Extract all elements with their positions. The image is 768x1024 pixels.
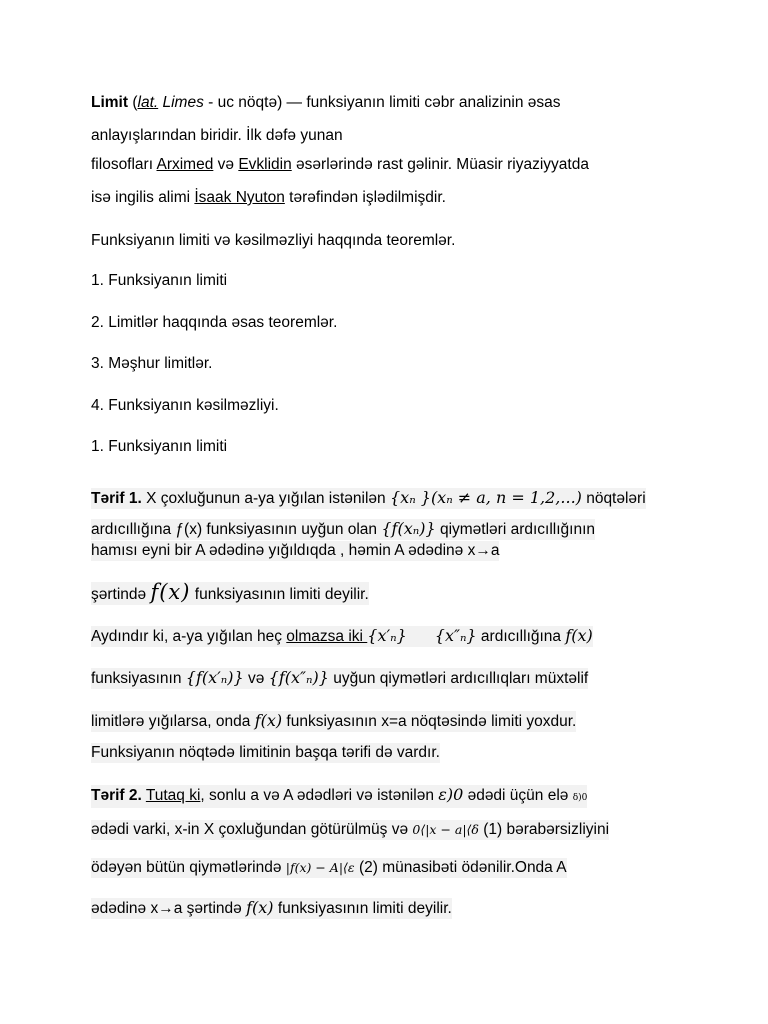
list-item: 2. Limitlər haqqında əsas teoremlər. <box>91 314 338 331</box>
definition-1-line-3: hamısı eyni bir A ədədinə yığıldıqda , həmin A ədədinə x→a <box>91 542 500 559</box>
text: nöqtələri <box>581 490 646 507</box>
text: qiymətləri ardıcıllığının <box>435 521 596 538</box>
definition-2-line-1 <box>91 785 587 808</box>
formula-f-x-prime: {f(x′ₙ)} <box>185 668 244 687</box>
formula-x-prime: {x′ₙ} <box>367 626 407 645</box>
arximed-link[interactable]: Arximed <box>156 156 214 173</box>
definition-2-line-2 <box>91 820 609 840</box>
text: funksiyasının <box>91 670 186 687</box>
text: uyğun qiymətləri ardıcıllıqları müxtəlif <box>328 670 589 687</box>
text: funksiyasının limiti deyilir. <box>273 900 452 917</box>
text: isə ingilis alimi <box>91 189 195 206</box>
nyuton-link[interactable]: İsaak Nyuton <box>194 189 285 206</box>
definition-2-line-4 <box>91 898 452 919</box>
formula-f-of-xn: {f(xₙ)} <box>381 519 436 538</box>
list-item: 1. Funksiyanın limiti <box>91 272 228 289</box>
text: əsərlərində rast gəlinir. Müasir riyaziyyatda <box>291 156 589 173</box>
text: funksiyasının x=a nöqtəsində limiti yoxdur. <box>282 713 577 730</box>
text: ədədi varki, x-in X çoxluğundan götürülmüş və <box>91 821 413 838</box>
text: ədədi üçün elə <box>463 787 573 804</box>
list-item: 3. Məşhur limitlər. <box>91 355 213 372</box>
text: (1) bərabərsizliyini <box>478 821 610 838</box>
text: ödəyən bütün qiymətlərində <box>91 859 286 876</box>
text: və <box>213 156 239 173</box>
text: ardıcıllığına <box>476 628 566 645</box>
tutaq-ki-link[interactable]: Tutaq ki <box>145 787 201 804</box>
formula-fx: f(x) <box>565 626 593 645</box>
text: Aydındır ki, a-ya yığılan heç <box>91 628 287 645</box>
text: (2) münasibəti ödənilir.Onda A <box>354 859 567 876</box>
aydin-line-1 <box>91 626 593 647</box>
definition-1-label: Tərif 1. <box>91 490 142 507</box>
theorems-heading: Funksiyanın limiti və kəsilməzliyi haqqında teoremlər. <box>91 232 456 249</box>
text: və <box>243 670 269 687</box>
definition-2-label: Tərif 2. <box>91 787 142 804</box>
lat-link[interactable]: lat. <box>137 94 159 111</box>
formula-fx: f(x) <box>246 898 274 917</box>
text: X çoxluğunun a-ya yığılan istənilən <box>141 490 390 507</box>
formula-delta: δ)0 <box>572 793 588 803</box>
limes-term: Limes <box>158 94 204 111</box>
definition-2-line-3 <box>91 858 567 878</box>
text: , sonlu a və A ədədləri və istənilən <box>200 787 439 804</box>
intro-line-1 <box>91 93 561 113</box>
text: filosofları <box>91 156 157 173</box>
definition-1-line-1 <box>91 488 646 509</box>
formula-inequality-2: |f(x) − A|⟨ε <box>285 860 355 875</box>
text: limitlərə yığılarsa, onda <box>91 713 255 730</box>
aydin-line-3 <box>91 711 576 732</box>
limit-term: Limit <box>91 94 129 111</box>
formula-f-x-double-prime: {f(x″ₙ)} <box>268 668 329 687</box>
intro-line-4 <box>91 188 446 208</box>
intro-line-3 <box>91 155 589 175</box>
text: ardıcıllığına ƒ(x) funksiyasının uyğun olan <box>91 521 382 538</box>
formula-epsilon: ε)0 <box>438 785 464 804</box>
text: funksiyasının limiti deyilir. <box>190 586 369 603</box>
definition-1-line-4 <box>91 582 369 605</box>
aydin-line-2 <box>91 668 588 689</box>
text: tərəfindən işlədilmişdir. <box>284 189 446 206</box>
definition-1-line-2 <box>91 519 595 540</box>
list-item: 4. Funksiyanın kəsilməzliyi. <box>91 397 279 414</box>
text: şərtində <box>91 586 151 603</box>
formula-inequality-1: 0⟨|x − a|⟨δ <box>412 822 479 837</box>
formula-fx: f(x) <box>254 711 283 730</box>
list-item: 1. Funksiyanın limiti <box>91 438 228 455</box>
olmazsa-link[interactable]: olmazsa iki <box>286 628 368 645</box>
text: ədədinə x→a şərtində <box>91 900 247 917</box>
text: ( <box>128 94 138 111</box>
evklidin-link[interactable]: Evklidin <box>238 156 292 173</box>
intro-line-2: anlayışlarından biridir. İlk dəfə yunan <box>91 127 343 144</box>
formula-x-double-prime: {x″ₙ} <box>434 626 477 645</box>
formula-fx: f(x) <box>150 580 191 604</box>
aydin-line-4: Funksiyanın nöqtədə limitinin başqa tərifi də vardır. <box>91 744 440 761</box>
formula-sequence: {xₙ }(xₙ ≠ a, n = 1,2,...) <box>389 488 582 507</box>
text: - uc nöqtə) — funksiyanın limiti cəbr analizinin əsas <box>203 94 561 111</box>
